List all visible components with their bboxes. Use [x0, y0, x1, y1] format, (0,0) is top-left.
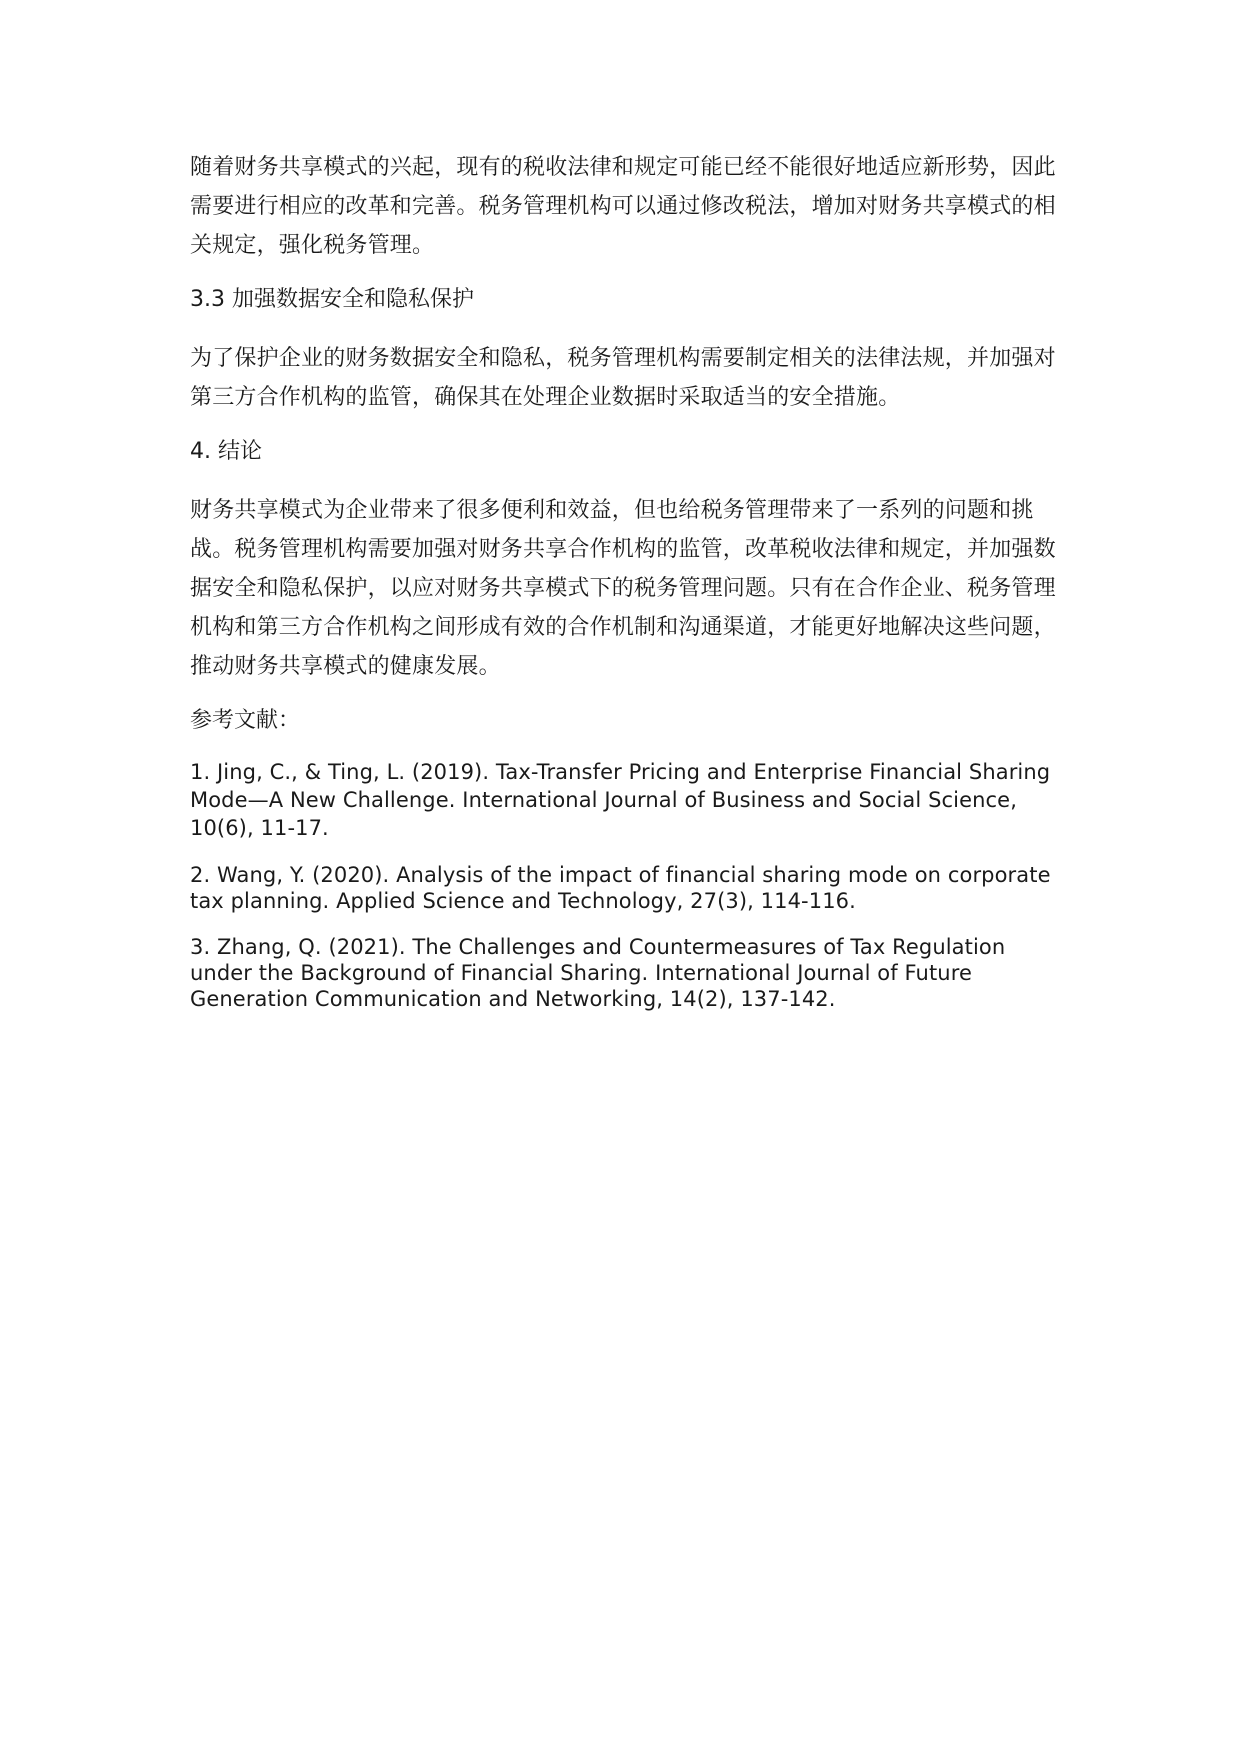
reference-item-1: 1. Jing, C., & Ting, L. (2019). Tax-Transfer Pricing and Enterprise Financial Sharing Mode—A New Challenge. International Journal of Business and Social Science, 10(6), 11-17.: [190, 760, 1051, 840]
reference-item-3: 3. Zhang, Q. (2021). The Challenges and Countermeasures of Tax Regulation under the Background of Financial Sharing. International Journal of Future Generation Communication and Networking, 14(2), 137-142.: [190, 935, 1006, 1011]
paragraph-conclusion: 财务共享模式为企业带来了很多便利和效益，但也给税务管理带来了一系列的问题和挑战。税务管理机构需要加强对财务共享合作机构的监管，改革税收法律和规定，并加强数据安全和隐私保护，以应对财务共享模式下的税务管理问题。只有在合作企业、税务管理机构和第三方合作机构之间形成有效的合作机制和沟通渠道，才能更好地解决这些问题，推动财务共享模式的健康发展。: [190, 498, 1056, 679]
references-title: 参考文献：: [190, 708, 301, 733]
reference-item-2: 2. Wang, Y. (2020). Analysis of the impact of financial sharing mode on corporate tax planning. Applied Science and Technology, 27(3), 114-116.: [190, 863, 1051, 913]
document-page: [190, 148, 1060, 1032]
section-heading-3-3: 3.3 加强数据安全和隐私保护: [190, 287, 474, 312]
paragraph-data-security: 为了保护企业的财务数据安全和隐私，税务管理机构需要制定相关的法律法规，并加强对第三方合作机构的监管，确保其在处理企业数据时采取适当的安全措施。: [190, 346, 1056, 410]
paragraph-tax-law-reform: 随着财务共享模式的兴起，现有的税收法律和规定可能已经不能很好地适应新形势，因此需要进行相应的改革和完善。税务管理机构可以通过修改税法，增加对财务共享模式的相关规定，强化税务管理。: [190, 155, 1056, 258]
section-heading-conclusion: 4. 结论: [190, 439, 262, 464]
